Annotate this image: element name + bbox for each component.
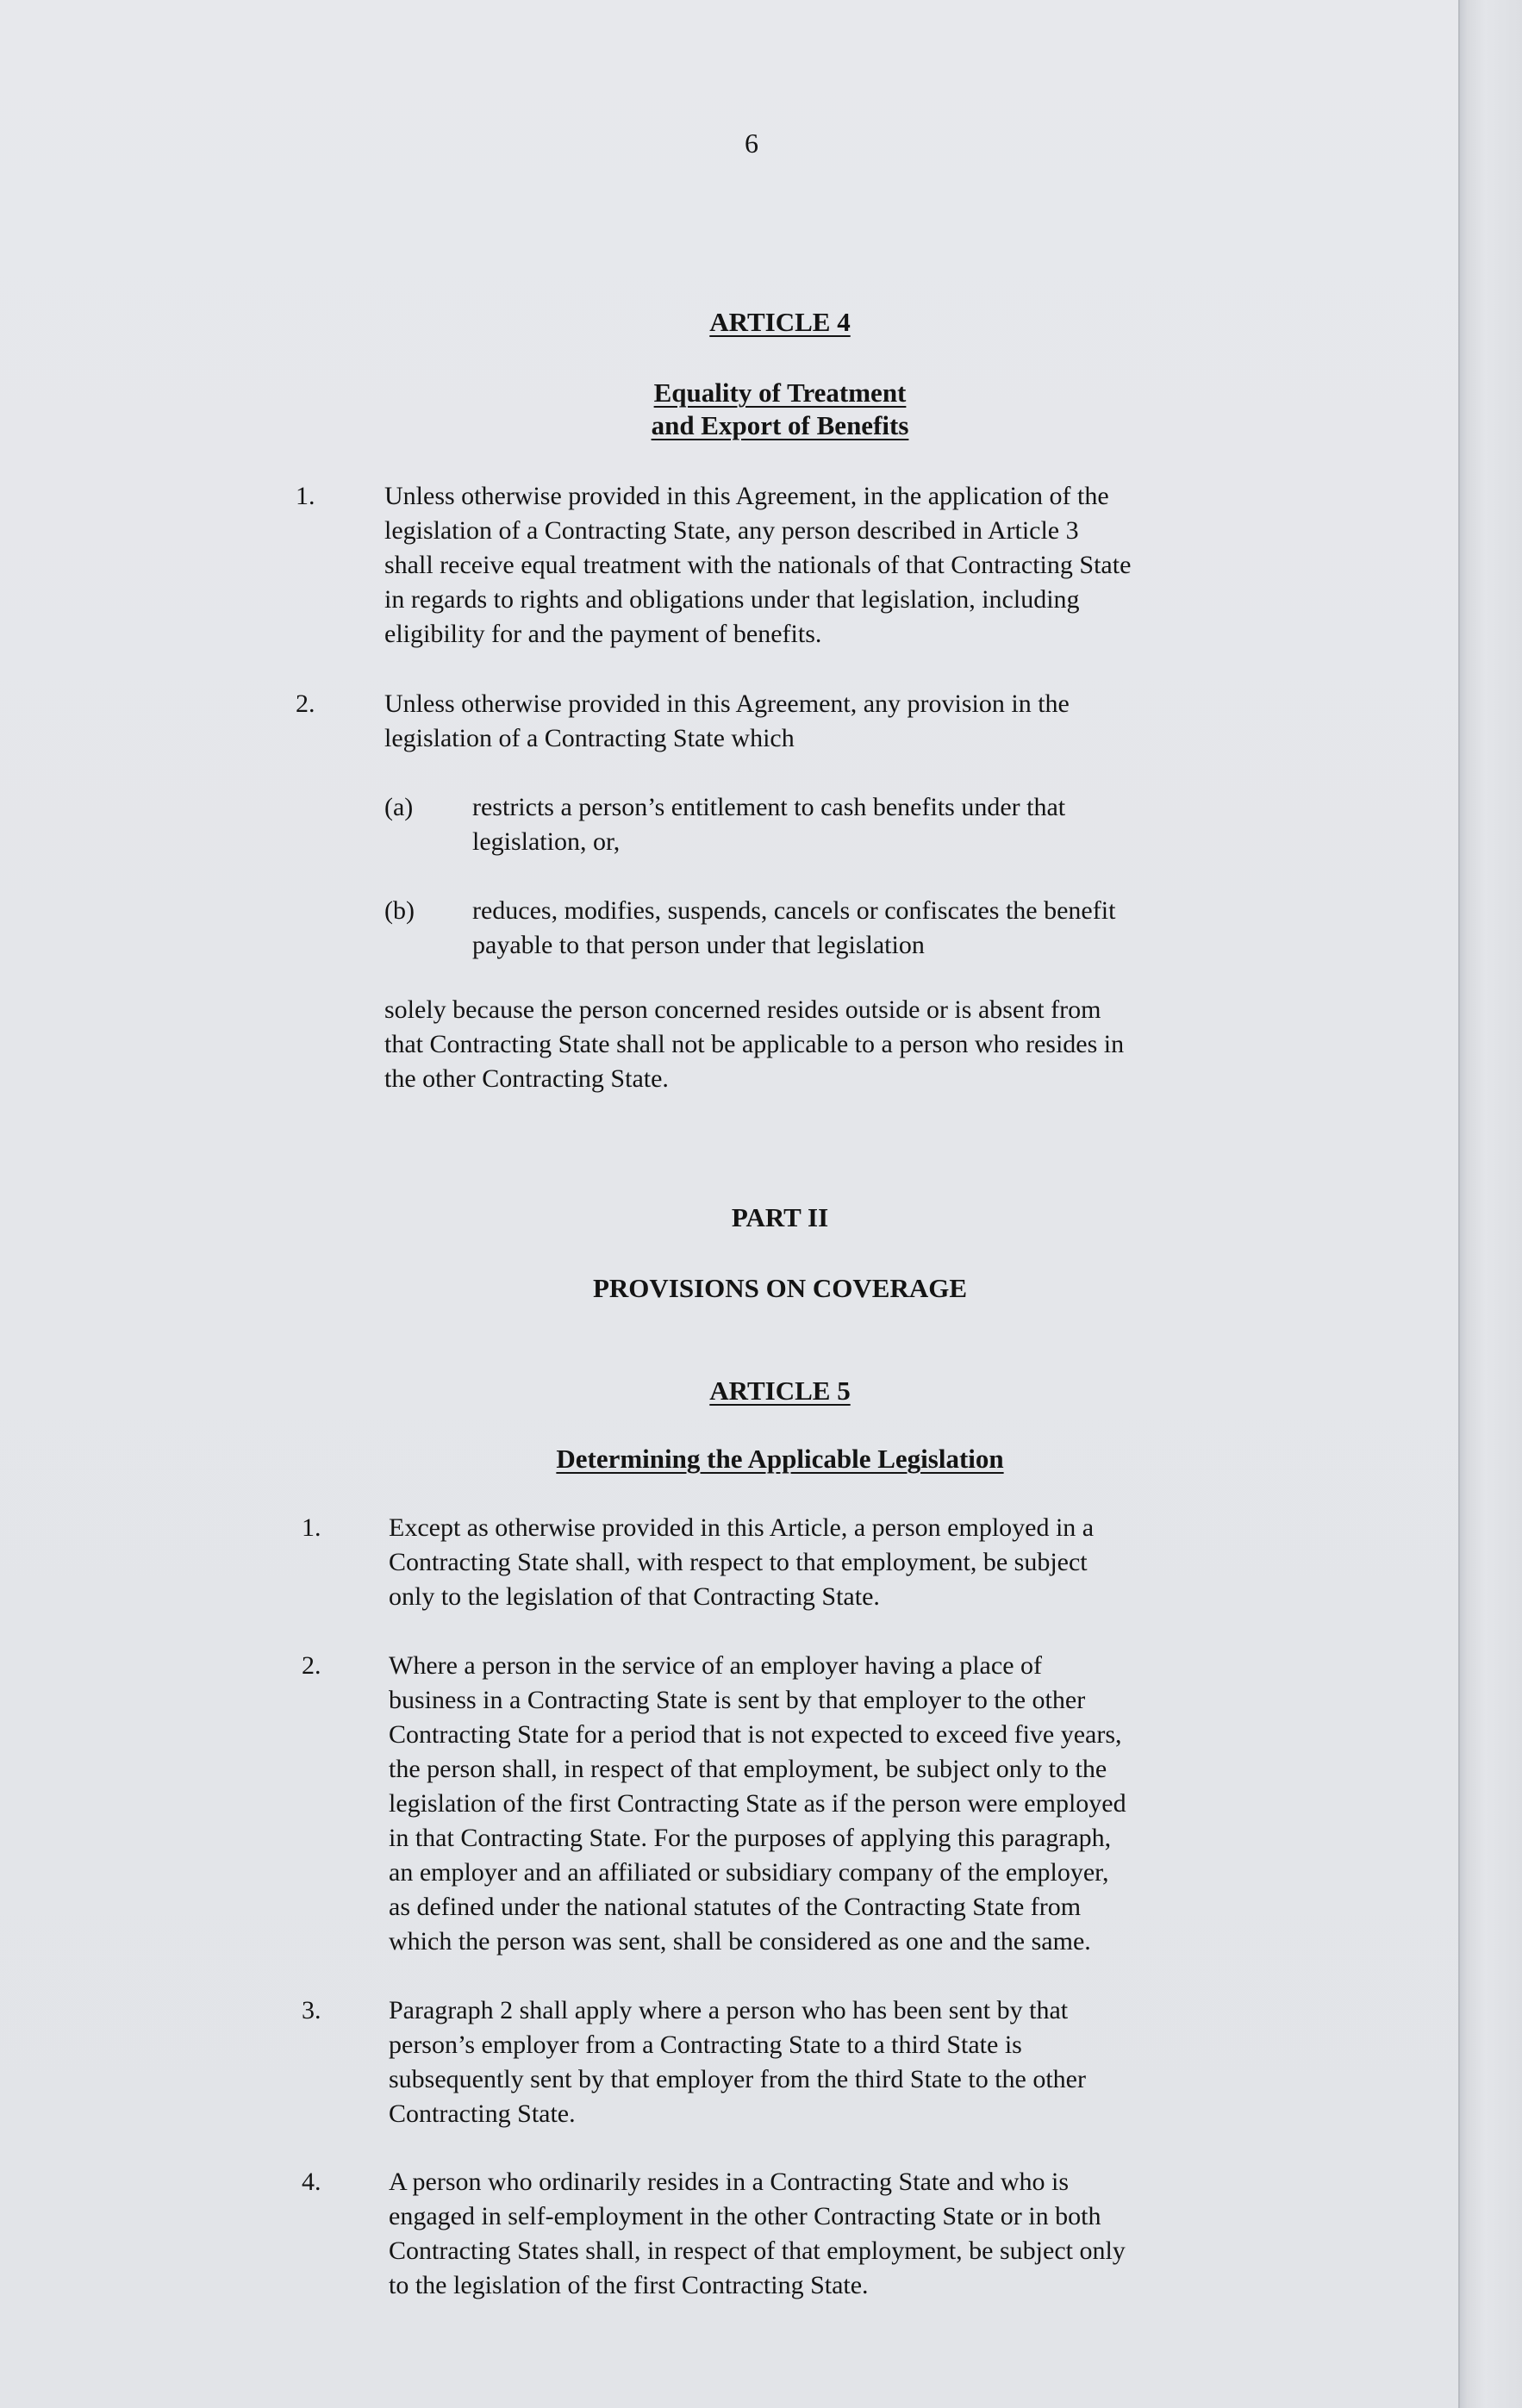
- article-4-paragraph-2-tail: solely because the person concerned resides outside or is absent from that Contracting State shall not be applicable to a person who resides in the other Contracting State.: [384, 995, 1125, 1093]
- article-4-paragraph-1-number: 1.: [296, 482, 315, 510]
- article-4-item-b-label: (b): [384, 896, 415, 925]
- article-5-paragraph-2-number: 2.: [302, 1651, 321, 1680]
- page-number: 6: [745, 128, 758, 159]
- article-5-paragraph-1: Except as otherwise provided in this Article, a person employed in a Contracting State shall, with respect to that employment, be subject only to the legislation of that Contracting State.: [389, 1513, 1095, 1611]
- part-2-title: PROVISIONS ON COVERAGE: [592, 1273, 968, 1303]
- article-5-heading: ARTICLE 5: [709, 1376, 851, 1406]
- article-5-paragraph-2: Where a person in the service of an employer having a place of business in a Contracting State is sent by that employer to the other Contracting State for a period that is not expected to exceed five years, the person shall, in respect of that employment, be subject only to the legislation of the first Contracting State as if the person were employed in that Contracting State. For the purposes of applying this paragraph, an employer and an affiliated or subsidiary company of the employer, as defined under the national statutes of the Contracting State from which the person was sent, shall be considered as one and the same.: [389, 1651, 1126, 1956]
- article-5-paragraph-4-number: 4.: [302, 2168, 321, 2196]
- article-5-paragraph-4: A person who ordinarily resides in a Contracting State and who is engaged in self-employment in the other Contracting State or in both Contracting States shall, in respect of that employment, be subject only to the legislation of the first Contracting State.: [389, 2168, 1126, 2299]
- article-4-heading: ARTICLE 4: [709, 307, 851, 337]
- article-5-paragraph-1-number: 1.: [302, 1513, 321, 1542]
- article-4-title-line-1: Equality of Treatment: [653, 377, 907, 408]
- article-4-item-a: restricts a person’s entitlement to cash benefits under that legislation, or,: [472, 793, 1066, 856]
- article-5-title: Determining the Applicable Legislation: [556, 1444, 1004, 1474]
- article-5-paragraph-3-number: 3.: [302, 1996, 321, 2024]
- article-4-paragraph-2: Unless otherwise provided in this Agreement, any provision in the legislation of a Contracting State which: [384, 689, 1070, 752]
- article-4-item-b: reduces, modifies, suspends, cancels or confiscates the benefit payable to that person under that legislation: [472, 896, 1116, 959]
- article-4-paragraph-1: Unless otherwise provided in this Agreement, in the application of the legislation of a Contracting State, any person described in Article 3 shall receive equal treatment with the nationals of that Contracting State in regards to rights and obligations under that legislation, including eligibility for and the payment of benefits.: [384, 482, 1132, 648]
- part-2-heading: PART II: [731, 1202, 829, 1232]
- page-edge: [1458, 0, 1522, 2408]
- article-4-title-line-2: and Export of Benefits: [651, 410, 909, 440]
- article-5-paragraph-3: Paragraph 2 shall apply where a person who has been sent by that person’s employer from a Contracting State to a third State is subsequently sent by that employer from the third State to the other Contracting State.: [389, 1996, 1086, 2128]
- article-4-paragraph-2-number: 2.: [296, 689, 315, 718]
- article-4-item-a-label: (a): [384, 793, 414, 821]
